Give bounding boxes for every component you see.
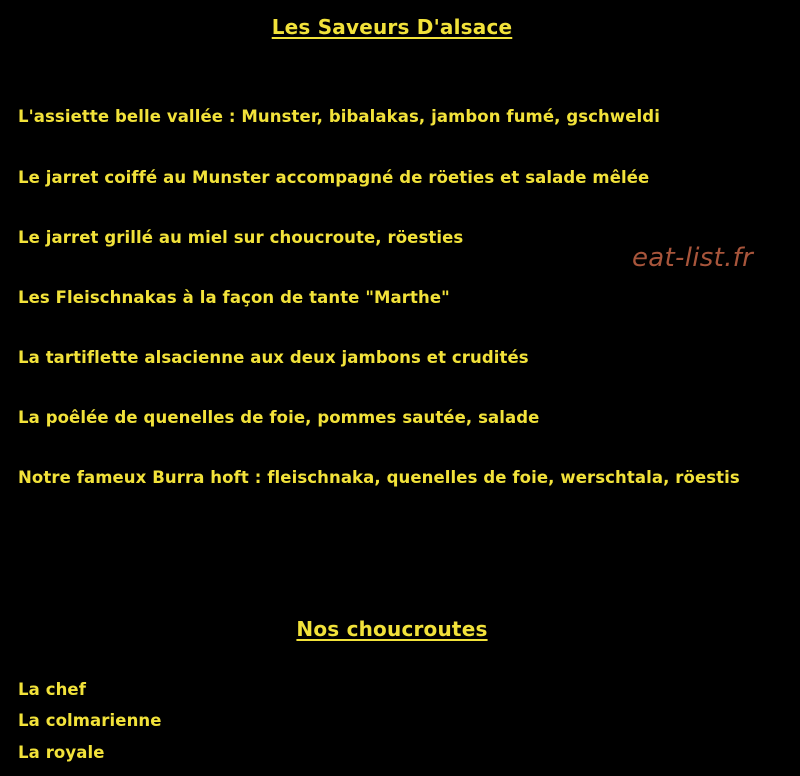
menu-item: L'assiette belle vallée : Munster, bibalakas, jambon fumé, gschweldi [18,107,660,126]
menu-item: Le jarret grillé au miel sur choucroute, röesties [18,228,464,247]
menu-item: La colmarienne [18,711,162,730]
menu-item: Le jarret coiffé au Munster accompagné de röeties et salade mêlée [18,168,650,187]
section-title-choucroutes: Nos choucroutes [296,617,488,641]
watermark-text: eat-list.fr [632,243,754,273]
menu-item: Les Fleischnakas à la façon de tante "Marthe" [18,288,450,307]
section-title-saveurs: Les Saveurs D'alsace [271,15,513,39]
menu-item: La tartiflette alsacienne aux deux jambons et crudités [18,348,529,367]
menu-item: La royale [18,743,105,762]
menu-item: La chef [18,680,86,699]
menu-item: Notre fameux Burra hoft : fleischnaka, quenelles de foie, werschtala, röestis [18,468,740,487]
menu-item: La poêlée de quenelles de foie, pommes sautée, salade [18,408,540,427]
